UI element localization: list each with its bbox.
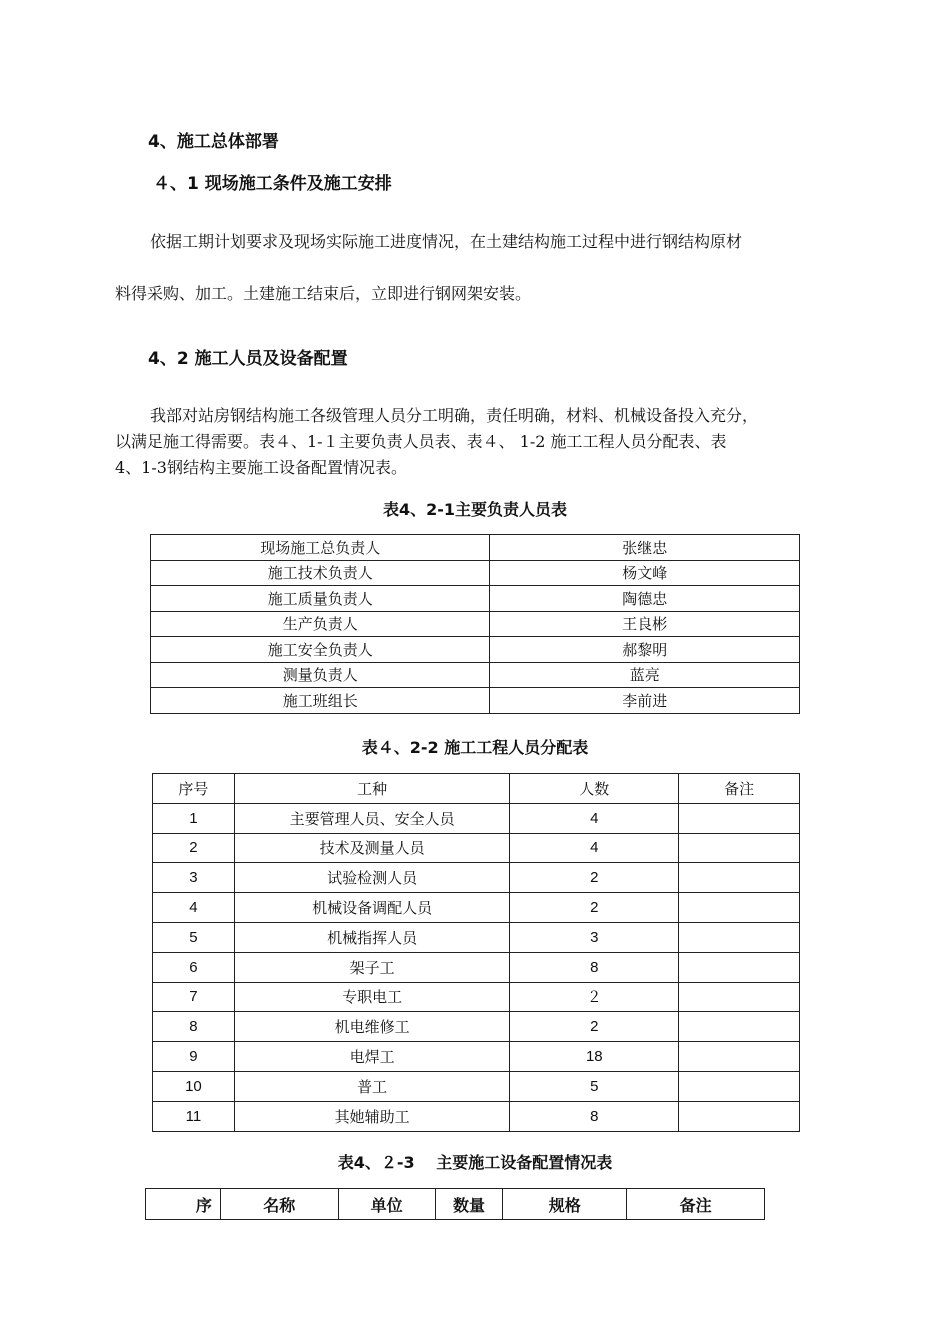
- count-cell: 5: [510, 1071, 679, 1101]
- type-cell: 架子工: [234, 952, 510, 982]
- role-cell: 施工班组长: [151, 688, 490, 714]
- responsible-persons-table: [150, 534, 800, 714]
- header-spec: 规格: [503, 1189, 627, 1220]
- personnel-allocation-table: [152, 773, 800, 1132]
- table1-caption: 表4、2-1主要负责人员表: [382, 500, 568, 519]
- no-cell: 2: [153, 833, 235, 863]
- table-row: [151, 611, 800, 637]
- type-cell: 普工: [234, 1071, 510, 1101]
- name-cell: 蓝亮: [490, 662, 800, 688]
- type-cell: 试验检测人员: [234, 863, 510, 893]
- type-cell: 主要管理人员、安全人员: [234, 803, 510, 833]
- table-row: [153, 1012, 800, 1042]
- role-cell: 施工质量负责人: [151, 586, 490, 612]
- table-header-row: [153, 774, 800, 804]
- count-cell: 4: [510, 833, 679, 863]
- type-cell: 技术及测量人员: [234, 833, 510, 863]
- type-cell: 其她辅助工: [234, 1101, 510, 1131]
- header-quantity: 数量: [435, 1189, 503, 1220]
- equipment-configuration-table: [145, 1188, 765, 1220]
- table-row: [153, 893, 800, 923]
- subsection-title-4-1: ４、1 现场施工条件及施工安排: [153, 174, 392, 194]
- count-cell: 2: [510, 863, 679, 893]
- no-cell: 11: [153, 1101, 235, 1131]
- note-cell: [679, 803, 800, 833]
- header-no: 序: [146, 1189, 221, 1220]
- no-cell: 8: [153, 1012, 235, 1042]
- table-row: [153, 803, 800, 833]
- note-cell: [679, 982, 800, 1012]
- note-cell: [679, 922, 800, 952]
- name-cell: 王良彬: [490, 611, 800, 637]
- note-cell: [679, 952, 800, 982]
- note-cell: [679, 833, 800, 863]
- no-cell: 3: [153, 863, 235, 893]
- count-cell: 8: [510, 1101, 679, 1131]
- role-cell: 测量负责人: [151, 662, 490, 688]
- table3-caption: 表4、２-3 主要施工设备配置情况表: [337, 1153, 613, 1172]
- type-cell: 电焊工: [234, 1042, 510, 1072]
- subsection-title-4-2: 4、2 施工人员及设备配置: [148, 349, 348, 369]
- note-cell: [679, 1012, 800, 1042]
- count-cell: 18: [510, 1042, 679, 1072]
- name-cell: 张继忠: [490, 535, 800, 561]
- no-cell: 9: [153, 1042, 235, 1072]
- note-cell: [679, 1071, 800, 1101]
- role-cell: 施工安全负责人: [151, 637, 490, 663]
- header-note: 备注: [627, 1189, 765, 1220]
- name-cell: 杨文峰: [490, 560, 800, 586]
- header-no: 序号: [153, 774, 235, 804]
- table-row: [151, 586, 800, 612]
- header-note: 备注: [679, 774, 800, 804]
- table-header-row: [146, 1189, 765, 1220]
- table-row: [153, 863, 800, 893]
- count-cell: 4: [510, 803, 679, 833]
- no-cell: 1: [153, 803, 235, 833]
- role-cell: 生产负责人: [151, 611, 490, 637]
- table-row: [151, 662, 800, 688]
- count-cell: 3: [510, 922, 679, 952]
- table-row: [153, 982, 800, 1012]
- header-type: 工种: [234, 774, 510, 804]
- note-cell: [679, 1042, 800, 1072]
- paragraph-4-2-line1: 我部对站房钢结构施工各级管理人员分工明确，责任明确，材料、机械设备投入充分，: [150, 406, 759, 425]
- count-cell: ２: [510, 982, 679, 1012]
- count-cell: 2: [510, 893, 679, 923]
- table-row: [151, 688, 800, 714]
- no-cell: 4: [153, 893, 235, 923]
- no-cell: 7: [153, 982, 235, 1012]
- no-cell: 6: [153, 952, 235, 982]
- count-cell: 2: [510, 1012, 679, 1042]
- type-cell: 机械设备调配人员: [234, 893, 510, 923]
- table-row: [153, 833, 800, 863]
- type-cell: 机电维修工: [234, 1012, 510, 1042]
- table-row: [151, 637, 800, 663]
- paragraph-4-2-line2: 以满足施工得需要。表４、1-１主要负责人员表、表４、 1-2 施工工程人员分配表、表: [115, 432, 727, 451]
- role-cell: 施工技术负责人: [151, 560, 490, 586]
- type-cell: 机械指挥人员: [234, 922, 510, 952]
- table-row: [153, 952, 800, 982]
- header-name: 名称: [220, 1189, 338, 1220]
- table-row: [153, 1071, 800, 1101]
- table-row: [151, 535, 800, 561]
- name-cell: 陶德忠: [490, 586, 800, 612]
- role-cell: 现场施工总负责人: [151, 535, 490, 561]
- table2-caption: 表４、2-2 施工工程人员分配表: [361, 738, 589, 757]
- paragraph-4-2-line3: 4、1-3钢结构主要施工设备配置情况表。: [115, 458, 407, 477]
- note-cell: [679, 863, 800, 893]
- table-row: [153, 1042, 800, 1072]
- header-unit: 单位: [338, 1189, 435, 1220]
- paragraph-4-1-line2: 料得采购、加工。土建施工结束后，立即进行钢网架安装。: [115, 284, 532, 303]
- name-cell: 郝黎明: [490, 637, 800, 663]
- table-row: [153, 1101, 800, 1131]
- header-count: 人数: [510, 774, 679, 804]
- note-cell: [679, 893, 800, 923]
- name-cell: 李前进: [490, 688, 800, 714]
- table-row: [151, 560, 800, 586]
- table-row: [153, 922, 800, 952]
- paragraph-4-1-line1: 依据工期计划要求及现场实际施工进度情况，在土建结构施工过程中进行钢结构原材: [150, 232, 743, 251]
- no-cell: 5: [153, 922, 235, 952]
- note-cell: [679, 1101, 800, 1131]
- type-cell: 专职电工: [234, 982, 510, 1012]
- no-cell: 10: [153, 1071, 235, 1101]
- count-cell: 8: [510, 952, 679, 982]
- section-title: 4、施工总体部署: [148, 132, 279, 152]
